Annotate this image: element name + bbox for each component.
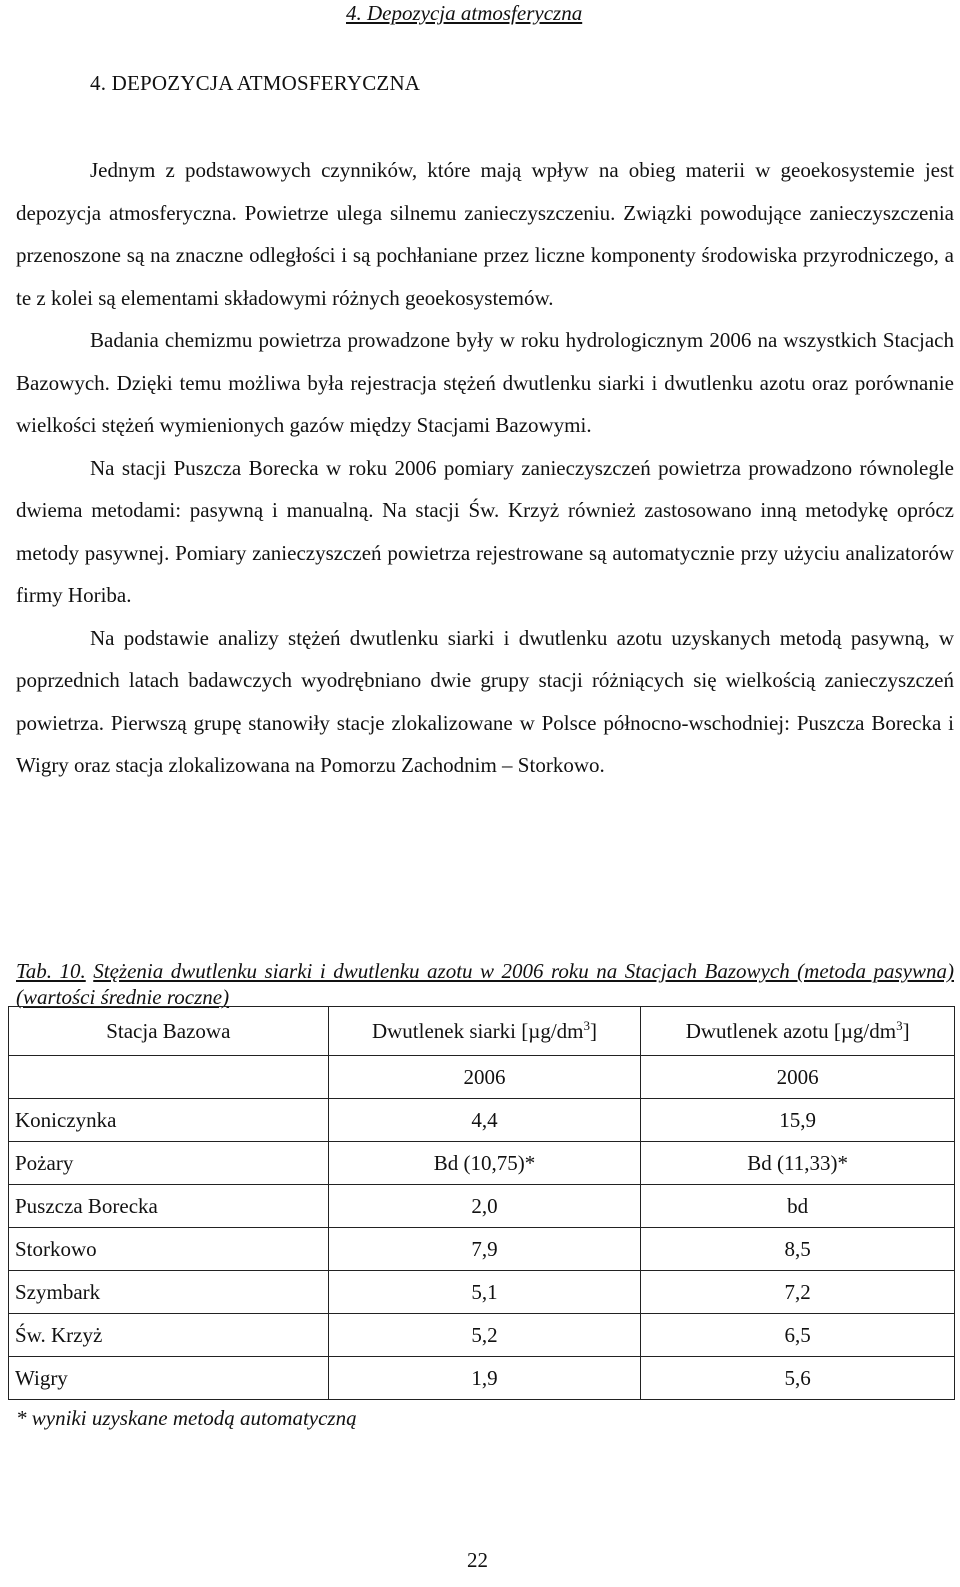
- paragraph-4: Na podstawie analizy stężeń dwutlenku siarki i dwutlenku azotu uzyskanych metodą pasywną, w poprzednich latach badawczych wyodrębniano dwie grupy stacji różniących się wielkością zanieczyszczeń powietrza. Pierwszą grupę stanowiły stacje zlokalizowane w Polsce północno-wschodniej: Puszcza Borecka i Wigry oraz stacja zlokalizowana na Pomorzu Zachodnim – Storkowo.: [16, 625, 954, 777]
- page-number: 22: [467, 1548, 488, 1572]
- table-caption: [16, 958, 954, 1010]
- table-header-row: [9, 1007, 955, 1056]
- year-no2: 2006: [641, 1056, 955, 1099]
- no2-cell: 5,6: [641, 1357, 955, 1400]
- header-so2-exp: 3: [583, 1018, 591, 1033]
- table-row: [9, 1185, 955, 1228]
- header-no2: [641, 1007, 955, 1056]
- no2-cell: 15,9: [641, 1099, 955, 1142]
- table-row: [9, 1142, 955, 1185]
- header-so2: [328, 1007, 641, 1056]
- paragraph-1: Jednym z podstawowych czynników, które mają wpływ na obieg materii w geoekosystemie jest depozycja atmosferyczna. Powietrze ulega silnemu zanieczyszczeniu. Związki powodujące zanieczyszczenia przenoszone są na znaczne odległości i są pochłaniane przez liczne komponenty środowiska przyrodniczego, a te z kolei są elementami składowymi różnych geoekosystemów.: [16, 158, 954, 310]
- station-cell: Szymbark: [9, 1271, 329, 1314]
- station-cell: Pożary: [9, 1142, 329, 1185]
- header-so2-label: Dwutlenek siarki [µg/dm: [371, 1019, 584, 1043]
- body-text: [16, 149, 954, 787]
- no2-cell: bd: [641, 1185, 955, 1228]
- no2-cell: 6,5: [641, 1314, 955, 1357]
- table-row: [9, 1314, 955, 1357]
- no2-cell: 8,5: [641, 1228, 955, 1271]
- header-no2-label: Dwutlenek azotu [µg/dm: [685, 1019, 897, 1043]
- paragraph-2: Badania chemizmu powietrza prowadzone były w roku hydrologicznym 2006 na wszystkich Stacjach Bazowych. Dzięki temu możliwa była rejestracja stężeń dwutlenku siarki i dwutlenku azotu oraz porównanie wielkości stężeń wymienionych gazów między Stacjami Bazowymi.: [16, 328, 954, 437]
- table-row: [9, 1228, 955, 1271]
- so2-cell: 5,1: [328, 1271, 641, 1314]
- station-cell: Koniczynka: [9, 1099, 329, 1142]
- header-no2-exp: 3: [896, 1018, 903, 1033]
- table-caption-text: Stężenia dwutlenku siarki i dwutlenku azotu w 2006 roku na Stacjach Bazowych (metoda pasywna) (wartości średnie roczne): [16, 959, 954, 1009]
- table-row: [9, 1357, 955, 1400]
- header-so2-close: ]: [590, 1019, 598, 1043]
- year-so2: 2006: [328, 1056, 641, 1099]
- header-no2-close: ]: [902, 1019, 910, 1043]
- table-row: [9, 1099, 955, 1142]
- table-footnote: * wyniki uzyskane metodą automatyczną: [16, 1406, 357, 1430]
- so2-cell: 5,2: [328, 1314, 641, 1357]
- station-cell: Wigry: [9, 1357, 329, 1400]
- concentration-table: [8, 1006, 955, 1400]
- so2-cell: 2,0: [328, 1185, 641, 1228]
- table-row: [9, 1271, 955, 1314]
- no2-cell: Bd (11,33)*: [641, 1142, 955, 1185]
- paragraph-3: Na stacji Puszcza Borecka w roku 2006 pomiary zanieczyszczeń powietrza prowadzono równolegle dwiema metodami: pasywną i manualną. Na stacji Św. Krzyż również zastosowano inną metodykę oprócz metody pasywnej. Pomiary zanieczyszczeń powietrza rejestrowane są automatycznie przy użyciu analizatorów firmy Horiba.: [16, 455, 954, 607]
- station-cell: Storkowo: [9, 1228, 329, 1271]
- running-header: 4. Depozycja atmosferyczna: [346, 1, 583, 25]
- year-row-empty-cell: [9, 1056, 329, 1099]
- so2-cell: 7,9: [328, 1228, 641, 1271]
- station-cell: Puszcza Borecka: [9, 1185, 329, 1228]
- header-station: Stacja Bazowa: [9, 1007, 329, 1056]
- chapter-title: 4. DEPOZYCJA ATMOSFERYCZNA: [90, 71, 421, 95]
- no2-cell: 7,2: [641, 1271, 955, 1314]
- station-cell: Św. Krzyż: [9, 1314, 329, 1357]
- so2-cell: 4,4: [328, 1099, 641, 1142]
- so2-cell: 1,9: [328, 1357, 641, 1400]
- so2-cell: Bd (10,75)*: [328, 1142, 641, 1185]
- table-year-row: [9, 1056, 955, 1099]
- table-caption-label: Tab. 10.: [16, 959, 86, 983]
